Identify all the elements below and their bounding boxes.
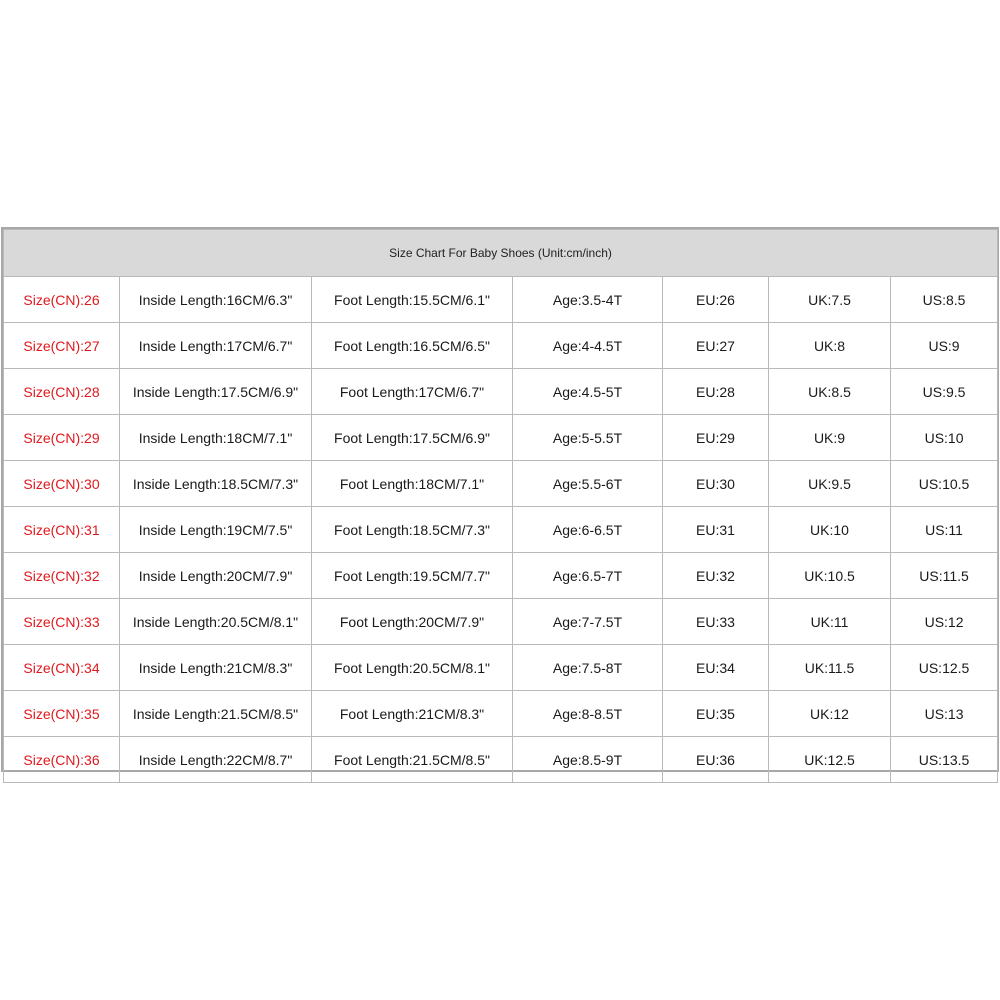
uk-size-cell: UK:8 [769, 323, 891, 369]
inside-length-cell: Inside Length:20.5CM/8.1" [120, 599, 312, 645]
foot-length-cell: Foot Length:20.5CM/8.1" [312, 645, 513, 691]
age-cell: Age:5.5-6T [513, 461, 663, 507]
eu-size-cell: EU:27 [663, 323, 769, 369]
table-row [4, 691, 998, 737]
size-cell: Size(CN):29 [4, 415, 120, 461]
inside-length-cell: Inside Length:20CM/7.9" [120, 553, 312, 599]
inside-length-cell: Inside Length:21.5CM/8.5" [120, 691, 312, 737]
foot-length-cell: Foot Length:17CM/6.7" [312, 369, 513, 415]
us-size-cell: US:12 [891, 599, 998, 645]
age-cell: Age:7-7.5T [513, 599, 663, 645]
table-row [4, 369, 998, 415]
foot-length-cell: Foot Length:18.5CM/7.3" [312, 507, 513, 553]
eu-size-cell: EU:35 [663, 691, 769, 737]
us-size-cell: US:12.5 [891, 645, 998, 691]
uk-size-cell: UK:12 [769, 691, 891, 737]
table-row [4, 277, 998, 323]
size-cell: Size(CN):36 [4, 737, 120, 783]
size-cell: Size(CN):35 [4, 691, 120, 737]
uk-size-cell: UK:11.5 [769, 645, 891, 691]
table-row [4, 461, 998, 507]
age-cell: Age:8.5-9T [513, 737, 663, 783]
foot-length-cell: Foot Length:19.5CM/7.7" [312, 553, 513, 599]
age-cell: Age:7.5-8T [513, 645, 663, 691]
us-size-cell: US:9 [891, 323, 998, 369]
foot-length-cell: Foot Length:21CM/8.3" [312, 691, 513, 737]
size-chart [1, 227, 999, 772]
inside-length-cell: Inside Length:21CM/8.3" [120, 645, 312, 691]
inside-length-cell: Inside Length:22CM/8.7" [120, 737, 312, 783]
age-cell: Age:6-6.5T [513, 507, 663, 553]
size-cell: Size(CN):32 [4, 553, 120, 599]
uk-size-cell: UK:8.5 [769, 369, 891, 415]
us-size-cell: US:8.5 [891, 277, 998, 323]
us-size-cell: US:13 [891, 691, 998, 737]
us-size-cell: US:9.5 [891, 369, 998, 415]
foot-length-cell: Foot Length:18CM/7.1" [312, 461, 513, 507]
table-row [4, 507, 998, 553]
age-cell: Age:3.5-4T [513, 277, 663, 323]
eu-size-cell: EU:31 [663, 507, 769, 553]
us-size-cell: US:13.5 [891, 737, 998, 783]
uk-size-cell: UK:11 [769, 599, 891, 645]
size-cell: Size(CN):33 [4, 599, 120, 645]
inside-length-cell: Inside Length:19CM/7.5" [120, 507, 312, 553]
inside-length-cell: Inside Length:17.5CM/6.9" [120, 369, 312, 415]
size-cell: Size(CN):34 [4, 645, 120, 691]
size-chart-table [3, 229, 998, 783]
inside-length-cell: Inside Length:16CM/6.3" [120, 277, 312, 323]
table-row [4, 645, 998, 691]
uk-size-cell: UK:7.5 [769, 277, 891, 323]
size-cell: Size(CN):26 [4, 277, 120, 323]
age-cell: Age:6.5-7T [513, 553, 663, 599]
us-size-cell: US:10 [891, 415, 998, 461]
us-size-cell: US:11.5 [891, 553, 998, 599]
age-cell: Age:8-8.5T [513, 691, 663, 737]
age-cell: Age:4.5-5T [513, 369, 663, 415]
foot-length-cell: Foot Length:20CM/7.9" [312, 599, 513, 645]
eu-size-cell: EU:29 [663, 415, 769, 461]
table-title: Size Chart For Baby Shoes (Unit:cm/inch) [4, 230, 998, 277]
foot-length-cell: Foot Length:17.5CM/6.9" [312, 415, 513, 461]
inside-length-cell: Inside Length:17CM/6.7" [120, 323, 312, 369]
eu-size-cell: EU:36 [663, 737, 769, 783]
table-row [4, 737, 998, 783]
table-row [4, 323, 998, 369]
foot-length-cell: Foot Length:15.5CM/6.1" [312, 277, 513, 323]
us-size-cell: US:11 [891, 507, 998, 553]
size-cell: Size(CN):28 [4, 369, 120, 415]
uk-size-cell: UK:12.5 [769, 737, 891, 783]
table-row [4, 599, 998, 645]
size-cell: Size(CN):31 [4, 507, 120, 553]
us-size-cell: US:10.5 [891, 461, 998, 507]
uk-size-cell: UK:9.5 [769, 461, 891, 507]
size-cell: Size(CN):27 [4, 323, 120, 369]
age-cell: Age:5-5.5T [513, 415, 663, 461]
age-cell: Age:4-4.5T [513, 323, 663, 369]
eu-size-cell: EU:34 [663, 645, 769, 691]
eu-size-cell: EU:32 [663, 553, 769, 599]
eu-size-cell: EU:28 [663, 369, 769, 415]
eu-size-cell: EU:30 [663, 461, 769, 507]
eu-size-cell: EU:33 [663, 599, 769, 645]
inside-length-cell: Inside Length:18.5CM/7.3" [120, 461, 312, 507]
table-row [4, 553, 998, 599]
inside-length-cell: Inside Length:18CM/7.1" [120, 415, 312, 461]
foot-length-cell: Foot Length:21.5CM/8.5" [312, 737, 513, 783]
uk-size-cell: UK:10.5 [769, 553, 891, 599]
uk-size-cell: UK:10 [769, 507, 891, 553]
table-title-row [4, 230, 998, 277]
table-row [4, 415, 998, 461]
eu-size-cell: EU:26 [663, 277, 769, 323]
size-cell: Size(CN):30 [4, 461, 120, 507]
uk-size-cell: UK:9 [769, 415, 891, 461]
foot-length-cell: Foot Length:16.5CM/6.5" [312, 323, 513, 369]
